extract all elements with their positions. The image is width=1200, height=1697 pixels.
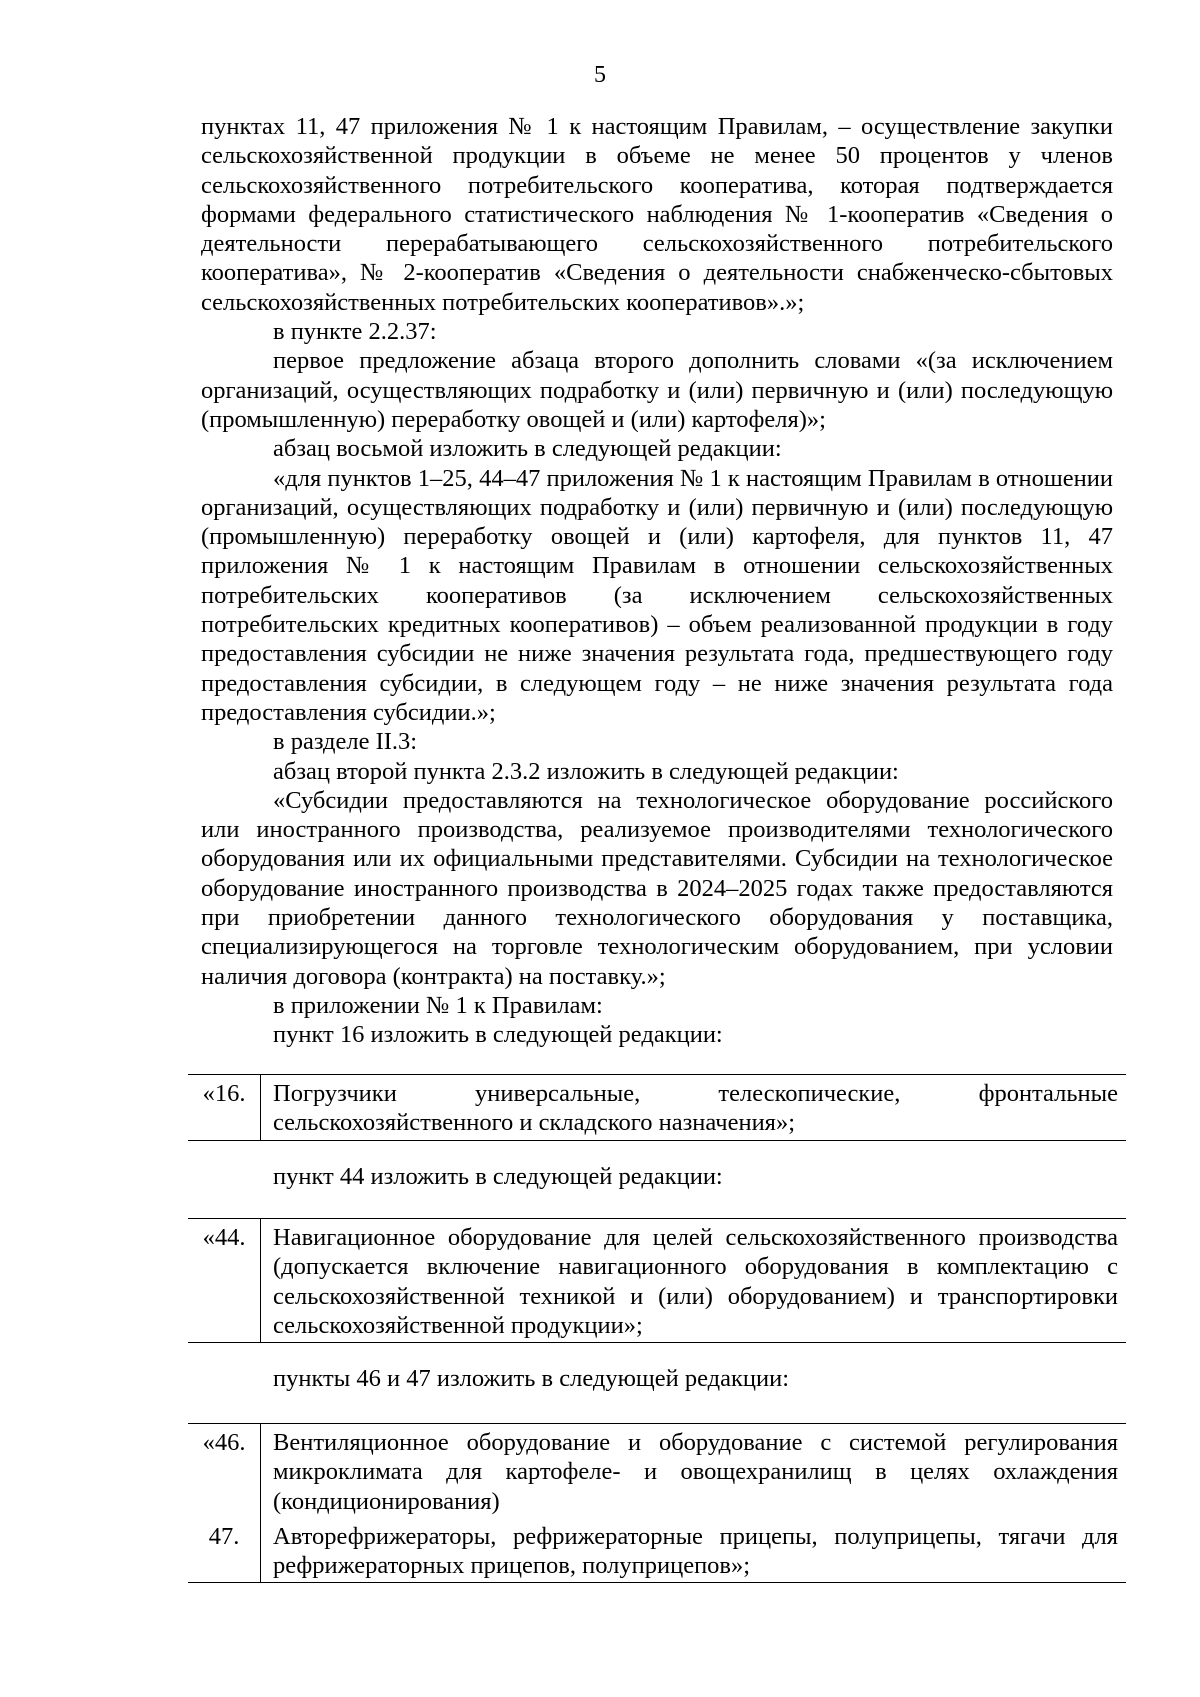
paragraph-1: пунктах 11, 47 приложения № 1 к настоящим Правилам, – осуществление закупки сельскохозяйственной продукции в объеме не менее 50 процентов у членов сельскохозяйственного потребительского кооператива, которая подтверждается формами федерального статистического наблюдения № 1-кооператив «Сведения о деятельности перерабатывающего сельскохозяйственного потребительского кооператива», № 2-кооператив «Сведения о деятельности снабженческо-сбытовых сельскохозяйственных потребительских кооперативов».»; (201, 113, 1113, 316)
paragraph-4: абзац восьмой изложить в следующей редакции: (273, 435, 782, 463)
table-item-16 (188, 1074, 1126, 1141)
table-row (188, 1219, 1126, 1343)
paragraph-5: «для пунктов 1–25, 44–47 приложения № 1 к настоящим Правилам в отношении организаций, осуществляющих подработку и (или) первичную и (или) последующую (промышленную) переработку овощей и (или) картофеля, для пунктов 11, 47 приложения № 1 к настоящим Правилам в отношении сельскохозяйственных потребительских кооперативов (за исключением сельскохозяйственных потребительских кредитных кооперативов) – объем реализованной продукции в году предоставления субсидии не ниже значения результата года, предшествующего году предоставления субсидии, в следующем году – не ниже значения результата года предоставления субсидии.»; (201, 464, 1113, 726)
intro-item-44: пункт 44 изложить в следующей редакции: (273, 1163, 723, 1190)
paragraph-2: в пункте 2.2.37: (273, 318, 437, 346)
item-number: «46. (188, 1424, 261, 1518)
paragraph-7: абзац второй пункта 2.3.2 изложить в следующей редакции: (273, 757, 899, 785)
table-row (188, 1518, 1126, 1583)
item-number: «16. (188, 1075, 261, 1141)
paragraph-8: «Субсидии предоставляются на технологическое оборудование российского или иностранного производства, реализуемое производителями технологического оборудования или их официальными представителями. Субсидии на технологическое оборудование иностранного производства в 2024–2025 годах также предоставляются при приобретении данного технологического оборудования у поставщика, специализирующегося на торговле технологическим оборудованием, при условии наличия договора (контракта) на поставку.»; (201, 786, 1113, 990)
item-text: Погрузчики универсальные, телескопические, фронтальные сельскохозяйственного и складского назначения»; (273, 1080, 1118, 1137)
paragraph-9: в приложении № 1 к Правилам: (273, 991, 603, 1019)
item-text: Навигационное оборудование для целей сельскохозяйственного производства (допускается включение навигационного оборудования в комплектацию с сельскохозяйственной техникой и (или) оборудованием) и транспортировки сельскохозяйственной продукции»; (273, 1224, 1118, 1339)
paragraph-6: в разделе II.3: (273, 728, 418, 756)
table-row (188, 1424, 1126, 1518)
paragraph-10: пункт 16 изложить в следующей редакции: (273, 1021, 723, 1049)
item-text: Вентиляционное оборудование и оборудование с системой регулирования микроклимата для картофеле- и овощехранилищ в целях охлаждения (кондиционирования) (273, 1429, 1118, 1515)
page-number: 5 (594, 62, 606, 88)
paragraph-3: первое предложение абзаца второго дополнить словами «(за исключением организаций, осуществляющих подработку и (или) первичную и (или) последующую (промышленную) переработку овощей и (или) картофеля)»; (201, 347, 1113, 433)
item-text: Авторефрижераторы, рефрижераторные прицепы, полуприцепы, тягачи для рефрижераторных прицепов, полуприцепов»; (273, 1522, 1118, 1580)
document-body (201, 112, 1113, 1050)
table-item-44 (188, 1218, 1126, 1343)
intro-items-46-47: пункты 46 и 47 изложить в следующей редакции: (273, 1365, 790, 1392)
table-items-46-47 (188, 1423, 1126, 1583)
table-row (188, 1075, 1126, 1141)
item-number: «44. (188, 1219, 261, 1343)
item-number: 47. (188, 1518, 261, 1583)
